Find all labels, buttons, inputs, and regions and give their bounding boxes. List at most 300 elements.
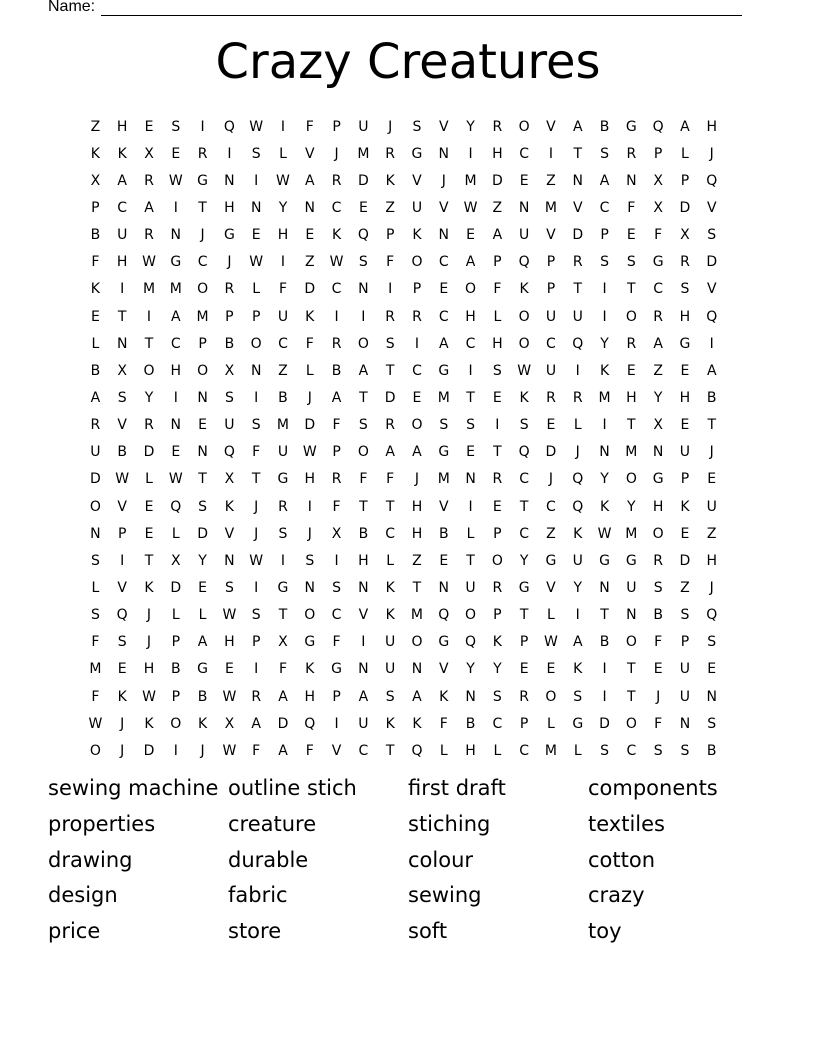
grid-letter: A — [358, 688, 369, 705]
grid-letter: A — [331, 389, 342, 406]
grid-letter: W — [463, 199, 478, 216]
grid-letter: F — [359, 471, 368, 488]
grid-letter: P — [519, 634, 529, 651]
grid-letter: D — [491, 172, 503, 189]
grid-letter: S — [90, 607, 100, 624]
grid-letter: K — [144, 579, 154, 596]
grid-letter: I — [280, 118, 286, 135]
grid-letter: O — [652, 525, 664, 542]
grid-letter: Y — [144, 389, 154, 406]
grid-letter: S — [117, 389, 127, 406]
grid-letter: Z — [492, 199, 503, 216]
grid-letter: P — [519, 715, 529, 732]
grid-letter: H — [492, 335, 503, 352]
grid-letter: V — [117, 417, 127, 434]
grid-letter: N — [438, 145, 449, 162]
grid-letter: R — [144, 417, 154, 434]
grid-letter: O — [89, 742, 101, 759]
grid-letter: I — [254, 661, 259, 678]
grid-letter: A — [492, 227, 503, 244]
grid-letter: O — [357, 335, 369, 352]
grid-letter: J — [254, 498, 259, 515]
grid-letter: W — [302, 444, 317, 461]
grid-letter: T — [600, 607, 609, 624]
grid-letter: M — [464, 172, 477, 189]
grid-letter: I — [334, 308, 339, 325]
grid-letter: Q — [572, 335, 584, 352]
grid-letter: E — [626, 362, 636, 379]
grid-letter: G — [545, 552, 557, 569]
grid-letter: Y — [653, 389, 663, 406]
grid-letter: Z — [385, 199, 395, 216]
grid-letter: H — [358, 552, 369, 569]
grid-letter: E — [224, 661, 234, 678]
grid-letter: S — [278, 525, 288, 542]
grid-letter: G — [438, 634, 450, 651]
grid-letter: N — [599, 444, 610, 461]
grid-letter: R — [331, 471, 342, 488]
grid-letter: S — [707, 227, 717, 244]
grid-letter: P — [600, 227, 609, 244]
word-list-item: soft — [408, 919, 448, 944]
grid-letter: J — [200, 227, 205, 244]
grid-letter: N — [224, 172, 235, 189]
grid-letter: L — [171, 607, 180, 624]
grid-letter: Q — [116, 607, 128, 624]
grid-letter: N — [197, 389, 208, 406]
word-list — [48, 776, 768, 955]
grid-letter: B — [706, 389, 717, 406]
grid-letter: P — [332, 444, 341, 461]
grid-letter: J — [548, 471, 554, 488]
grid-letter: S — [653, 579, 663, 596]
grid-letter: H — [679, 389, 691, 406]
grid-letter: L — [252, 281, 261, 298]
grid-letter: K — [599, 498, 610, 515]
grid-letter: W — [597, 525, 612, 542]
grid-letter: E — [492, 389, 502, 406]
grid-letter: H — [465, 742, 476, 759]
grid-letter: F — [91, 254, 100, 271]
grid-letter: G — [625, 118, 637, 135]
grid-letter: I — [602, 661, 607, 678]
grid-letter: A — [90, 389, 101, 406]
grid-letter: X — [331, 525, 342, 542]
word-list-item: fabric — [228, 883, 288, 908]
grid-letter: E — [305, 227, 315, 244]
grid-letter: E — [144, 525, 154, 542]
grid-letter: L — [466, 525, 475, 542]
grid-letter: D — [599, 715, 610, 732]
grid-letter: V — [546, 118, 556, 135]
grid-letter: F — [493, 281, 502, 298]
grid-letter: Q — [652, 118, 664, 135]
grid-letter: N — [358, 579, 369, 596]
grid-letter: P — [546, 281, 556, 298]
grid-letter: K — [573, 525, 583, 542]
grid-letter: D — [143, 742, 155, 759]
grid-letter: Z — [90, 118, 101, 135]
grid-letter: R — [519, 688, 530, 705]
grid-letter: K — [224, 498, 234, 515]
grid-letter: O — [170, 715, 182, 732]
grid-letter: M — [544, 742, 557, 759]
grid-letter: B — [90, 227, 101, 244]
grid-letter: S — [680, 281, 690, 298]
grid-letter: A — [278, 688, 288, 705]
grid-letter: H — [170, 362, 182, 379]
grid-letter: I — [602, 417, 607, 434]
grid-letter: T — [573, 145, 583, 162]
grid-letter: L — [547, 715, 555, 732]
grid-letter: S — [519, 417, 529, 434]
grid-letter: L — [145, 471, 153, 488]
grid-letter: K — [385, 607, 395, 624]
grid-letter: T — [412, 579, 422, 596]
grid-letter: O — [411, 634, 423, 651]
grid-letter: N — [465, 471, 476, 488]
grid-letter: V — [438, 199, 449, 216]
grid-letter: R — [680, 254, 690, 271]
grid-letter: E — [492, 498, 502, 515]
grid-letter: R — [492, 579, 503, 596]
grid-letter: C — [653, 281, 664, 298]
grid-letter: F — [654, 634, 663, 651]
grid-letter: A — [706, 362, 717, 379]
grid-letter: U — [358, 118, 369, 135]
grid-letter: N — [572, 172, 583, 189]
grid-letter: Q — [411, 742, 423, 759]
grid-letter: B — [599, 634, 610, 651]
grid-letter: H — [679, 308, 691, 325]
grid-letter: D — [679, 552, 691, 569]
grid-letter: W — [88, 715, 103, 732]
grid-letter: R — [492, 471, 503, 488]
grid-letter: F — [305, 335, 314, 352]
grid-letter: I — [280, 552, 286, 569]
grid-letter: X — [224, 362, 235, 379]
grid-letter: E — [546, 661, 556, 678]
grid-letter: V — [546, 227, 556, 244]
grid-letter: E — [144, 118, 154, 135]
grid-letter: S — [332, 579, 342, 596]
grid-letter: O — [357, 444, 369, 461]
grid-letter: X — [653, 199, 663, 216]
grid-letter: U — [277, 444, 289, 461]
grid-letter: Q — [223, 444, 235, 461]
grid-letter: V — [358, 607, 369, 624]
grid-letter: W — [249, 118, 264, 135]
grid-letter: X — [224, 715, 235, 732]
grid-letter: C — [197, 254, 208, 271]
grid-letter: P — [332, 688, 341, 705]
grid-letter: T — [359, 389, 368, 406]
grid-letter: W — [276, 172, 290, 189]
grid-letter: Z — [706, 525, 717, 542]
grid-letter: K — [412, 715, 422, 732]
grid-letter: U — [519, 227, 530, 244]
grid-letter: Y — [466, 118, 475, 135]
grid-letter: J — [120, 715, 125, 732]
grid-letter: F — [305, 118, 314, 135]
grid-letter: O — [545, 688, 557, 705]
grid-letter: Z — [653, 362, 663, 379]
grid-letter: M — [169, 281, 182, 298]
grid-letter: Q — [170, 498, 182, 515]
grid-letter: W — [142, 688, 156, 705]
grid-letter: E — [626, 227, 636, 244]
word-list-item: colour — [408, 847, 474, 872]
grid-letter: I — [200, 118, 205, 135]
grid-letter: B — [197, 688, 208, 705]
grid-letter: K — [599, 362, 610, 379]
grid-letter: A — [572, 118, 583, 135]
grid-letter: R — [653, 308, 663, 325]
grid-letter: H — [143, 661, 155, 678]
grid-letter: E — [707, 471, 717, 488]
grid-letter: N — [358, 661, 369, 678]
grid-letter: W — [222, 688, 237, 705]
grid-letter: F — [654, 715, 663, 732]
grid-letter: E — [680, 417, 690, 434]
grid-letter: E — [439, 552, 449, 569]
grid-letter: F — [439, 715, 448, 732]
grid-letter: N — [652, 444, 664, 461]
grid-letter: A — [653, 335, 663, 352]
grid-letter: O — [197, 281, 209, 298]
grid-letter: I — [173, 389, 178, 406]
name-field — [48, 0, 742, 16]
grid-letter: S — [251, 417, 261, 434]
grid-letter: K — [117, 145, 127, 162]
grid-letter: I — [495, 417, 500, 434]
grid-letter: M — [625, 525, 638, 542]
grid-letter: J — [709, 145, 714, 162]
grid-letter: V — [331, 742, 342, 759]
grid-letter: W — [222, 742, 237, 759]
grid-letter: S — [600, 145, 609, 162]
grid-letter: J — [334, 145, 339, 162]
grid-letter: B — [170, 661, 181, 678]
grid-letter: D — [304, 281, 316, 298]
grid-letter: M — [276, 417, 290, 434]
word-list-item: design — [48, 883, 118, 908]
grid-letter: N — [170, 417, 182, 434]
grid-letter: U — [385, 661, 396, 678]
grid-letter: K — [117, 688, 127, 705]
grid-letter: Q — [304, 715, 316, 732]
grid-letter: B — [599, 118, 610, 135]
grid-letter: E — [439, 281, 449, 298]
word-list-item: cotton — [588, 847, 656, 872]
grid-letter: Z — [304, 254, 315, 271]
word-list-item: creature — [228, 811, 317, 836]
grid-letter: Q — [357, 227, 369, 244]
grid-letter: Q — [706, 172, 718, 189]
word-list-item: components — [588, 776, 718, 800]
grid-letter: U — [385, 634, 396, 651]
word-list-item: store — [228, 919, 282, 944]
grid-letter: I — [120, 552, 125, 569]
grid-letter: H — [304, 688, 316, 705]
grid-letter: Y — [627, 498, 636, 515]
grid-letter: G — [438, 444, 450, 461]
grid-letter: N — [438, 579, 449, 596]
grid-letter: C — [519, 742, 530, 759]
grid-letter: U — [572, 308, 583, 325]
grid-letter: K — [385, 172, 395, 189]
grid-letter: C — [546, 498, 556, 515]
grid-letter: R — [224, 281, 235, 298]
word-list-item: properties — [48, 811, 156, 836]
grid-letter: C — [412, 362, 422, 379]
grid-letter: D — [304, 417, 316, 434]
grid-letter: A — [385, 444, 395, 461]
grid-letter: L — [493, 742, 502, 759]
grid-letter: G — [518, 579, 530, 596]
grid-letter: S — [358, 254, 368, 271]
grid-letter: U — [679, 444, 691, 461]
grid-letter: Z — [680, 579, 690, 596]
grid-letter: C — [170, 335, 181, 352]
grid-letter: N — [224, 552, 235, 569]
grid-letter: A — [680, 118, 690, 135]
grid-letter: S — [707, 634, 717, 651]
grid-letter: Q — [438, 607, 450, 624]
grid-letter: E — [680, 362, 690, 379]
grid-letter: B — [438, 525, 449, 542]
grid-letter: R — [572, 389, 583, 406]
grid-letter: T — [707, 417, 716, 434]
grid-letter: X — [680, 227, 690, 244]
grid-letter: I — [602, 688, 607, 705]
name-label: Name: — [48, 0, 96, 15]
grid-letter: B — [117, 444, 127, 461]
grid-letter: K — [144, 715, 154, 732]
grid-letter: N — [706, 688, 717, 705]
grid-letter: P — [412, 281, 422, 298]
grid-letter: J — [414, 471, 420, 488]
grid-letter: S — [680, 607, 690, 624]
grid-letter: H — [411, 525, 423, 542]
grid-letter: A — [412, 444, 422, 461]
grid-letter: R — [144, 172, 154, 189]
grid-letter: N — [90, 525, 101, 542]
grid-letter: F — [386, 471, 395, 488]
grid-letter: G — [599, 552, 610, 569]
grid-letter: J — [307, 525, 312, 542]
grid-letter: A — [438, 335, 449, 352]
grid-letter: C — [117, 199, 128, 216]
grid-letter: K — [305, 308, 315, 325]
grid-letter: J — [441, 172, 446, 189]
grid-letter: I — [709, 335, 714, 352]
grid-letter: S — [224, 579, 234, 596]
grid-letter: N — [250, 199, 262, 216]
grid-letter: L — [386, 552, 395, 569]
grid-letter: A — [599, 172, 610, 189]
grid-letter: I — [575, 362, 580, 379]
grid-letter: V — [706, 199, 717, 216]
grid-letter: K — [412, 227, 422, 244]
grid-letter: F — [305, 742, 314, 759]
grid-letter: P — [117, 525, 127, 542]
grid-letter: H — [116, 254, 128, 271]
grid-letter: R — [331, 335, 342, 352]
grid-letter: R — [412, 308, 422, 325]
grid-letter: X — [117, 362, 127, 379]
grid-letter: H — [706, 118, 717, 135]
grid-letter: E — [171, 444, 181, 461]
grid-letter: Y — [519, 552, 529, 569]
grid-letter: I — [468, 145, 473, 162]
grid-letter: N — [626, 172, 637, 189]
letter-grid — [82, 113, 725, 764]
grid-letter: K — [519, 389, 529, 406]
grid-letter: O — [411, 254, 423, 271]
grid-letter: W — [168, 471, 183, 488]
grid-letter: H — [652, 498, 664, 515]
grid-letter: R — [546, 389, 556, 406]
grid-letter: F — [332, 634, 341, 651]
grid-letter: K — [385, 579, 395, 596]
grid-letter: T — [144, 335, 154, 352]
grid-letter: D — [197, 525, 208, 542]
grid-letter: D — [357, 172, 369, 189]
grid-letter: Q — [572, 498, 584, 515]
grid-letter: S — [707, 715, 717, 732]
grid-letter: P — [493, 525, 502, 542]
grid-letter: D — [277, 715, 289, 732]
grid-letter: J — [120, 742, 125, 759]
grid-letter: R — [251, 688, 262, 705]
grid-letter: A — [144, 199, 154, 216]
grid-letter: F — [332, 417, 341, 434]
grid-letter: I — [414, 335, 420, 352]
grid-letter: E — [358, 199, 368, 216]
grid-letter: N — [599, 579, 610, 596]
grid-letter: P — [493, 607, 502, 624]
grid-letter: M — [437, 471, 450, 488]
grid-letter: U — [706, 498, 717, 515]
grid-letter: Z — [546, 172, 556, 189]
grid-letter: A — [412, 688, 422, 705]
grid-letter: G — [331, 661, 342, 678]
grid-letter: T — [385, 498, 395, 515]
grid-letter: V — [706, 281, 717, 298]
grid-letter: E — [546, 417, 556, 434]
grid-letter: N — [116, 335, 128, 352]
grid-letter: T — [627, 281, 636, 298]
grid-letter: U — [411, 199, 423, 216]
grid-letter: C — [438, 254, 449, 271]
grid-letter: O — [625, 634, 637, 651]
grid-letter: R — [492, 118, 503, 135]
grid-letter: B — [90, 362, 101, 379]
grid-letter: F — [332, 498, 341, 515]
grid-letter: V — [412, 172, 422, 189]
grid-letter: N — [250, 362, 262, 379]
grid-letter: P — [680, 172, 690, 189]
grid-letter: T — [251, 471, 261, 488]
grid-letter: G — [277, 471, 289, 488]
grid-letter: C — [331, 199, 342, 216]
grid-letter: P — [653, 145, 663, 162]
grid-letter: U — [679, 661, 691, 678]
grid-letter: O — [143, 362, 155, 379]
grid-letter: A — [572, 634, 583, 651]
grid-letter: L — [573, 742, 582, 759]
